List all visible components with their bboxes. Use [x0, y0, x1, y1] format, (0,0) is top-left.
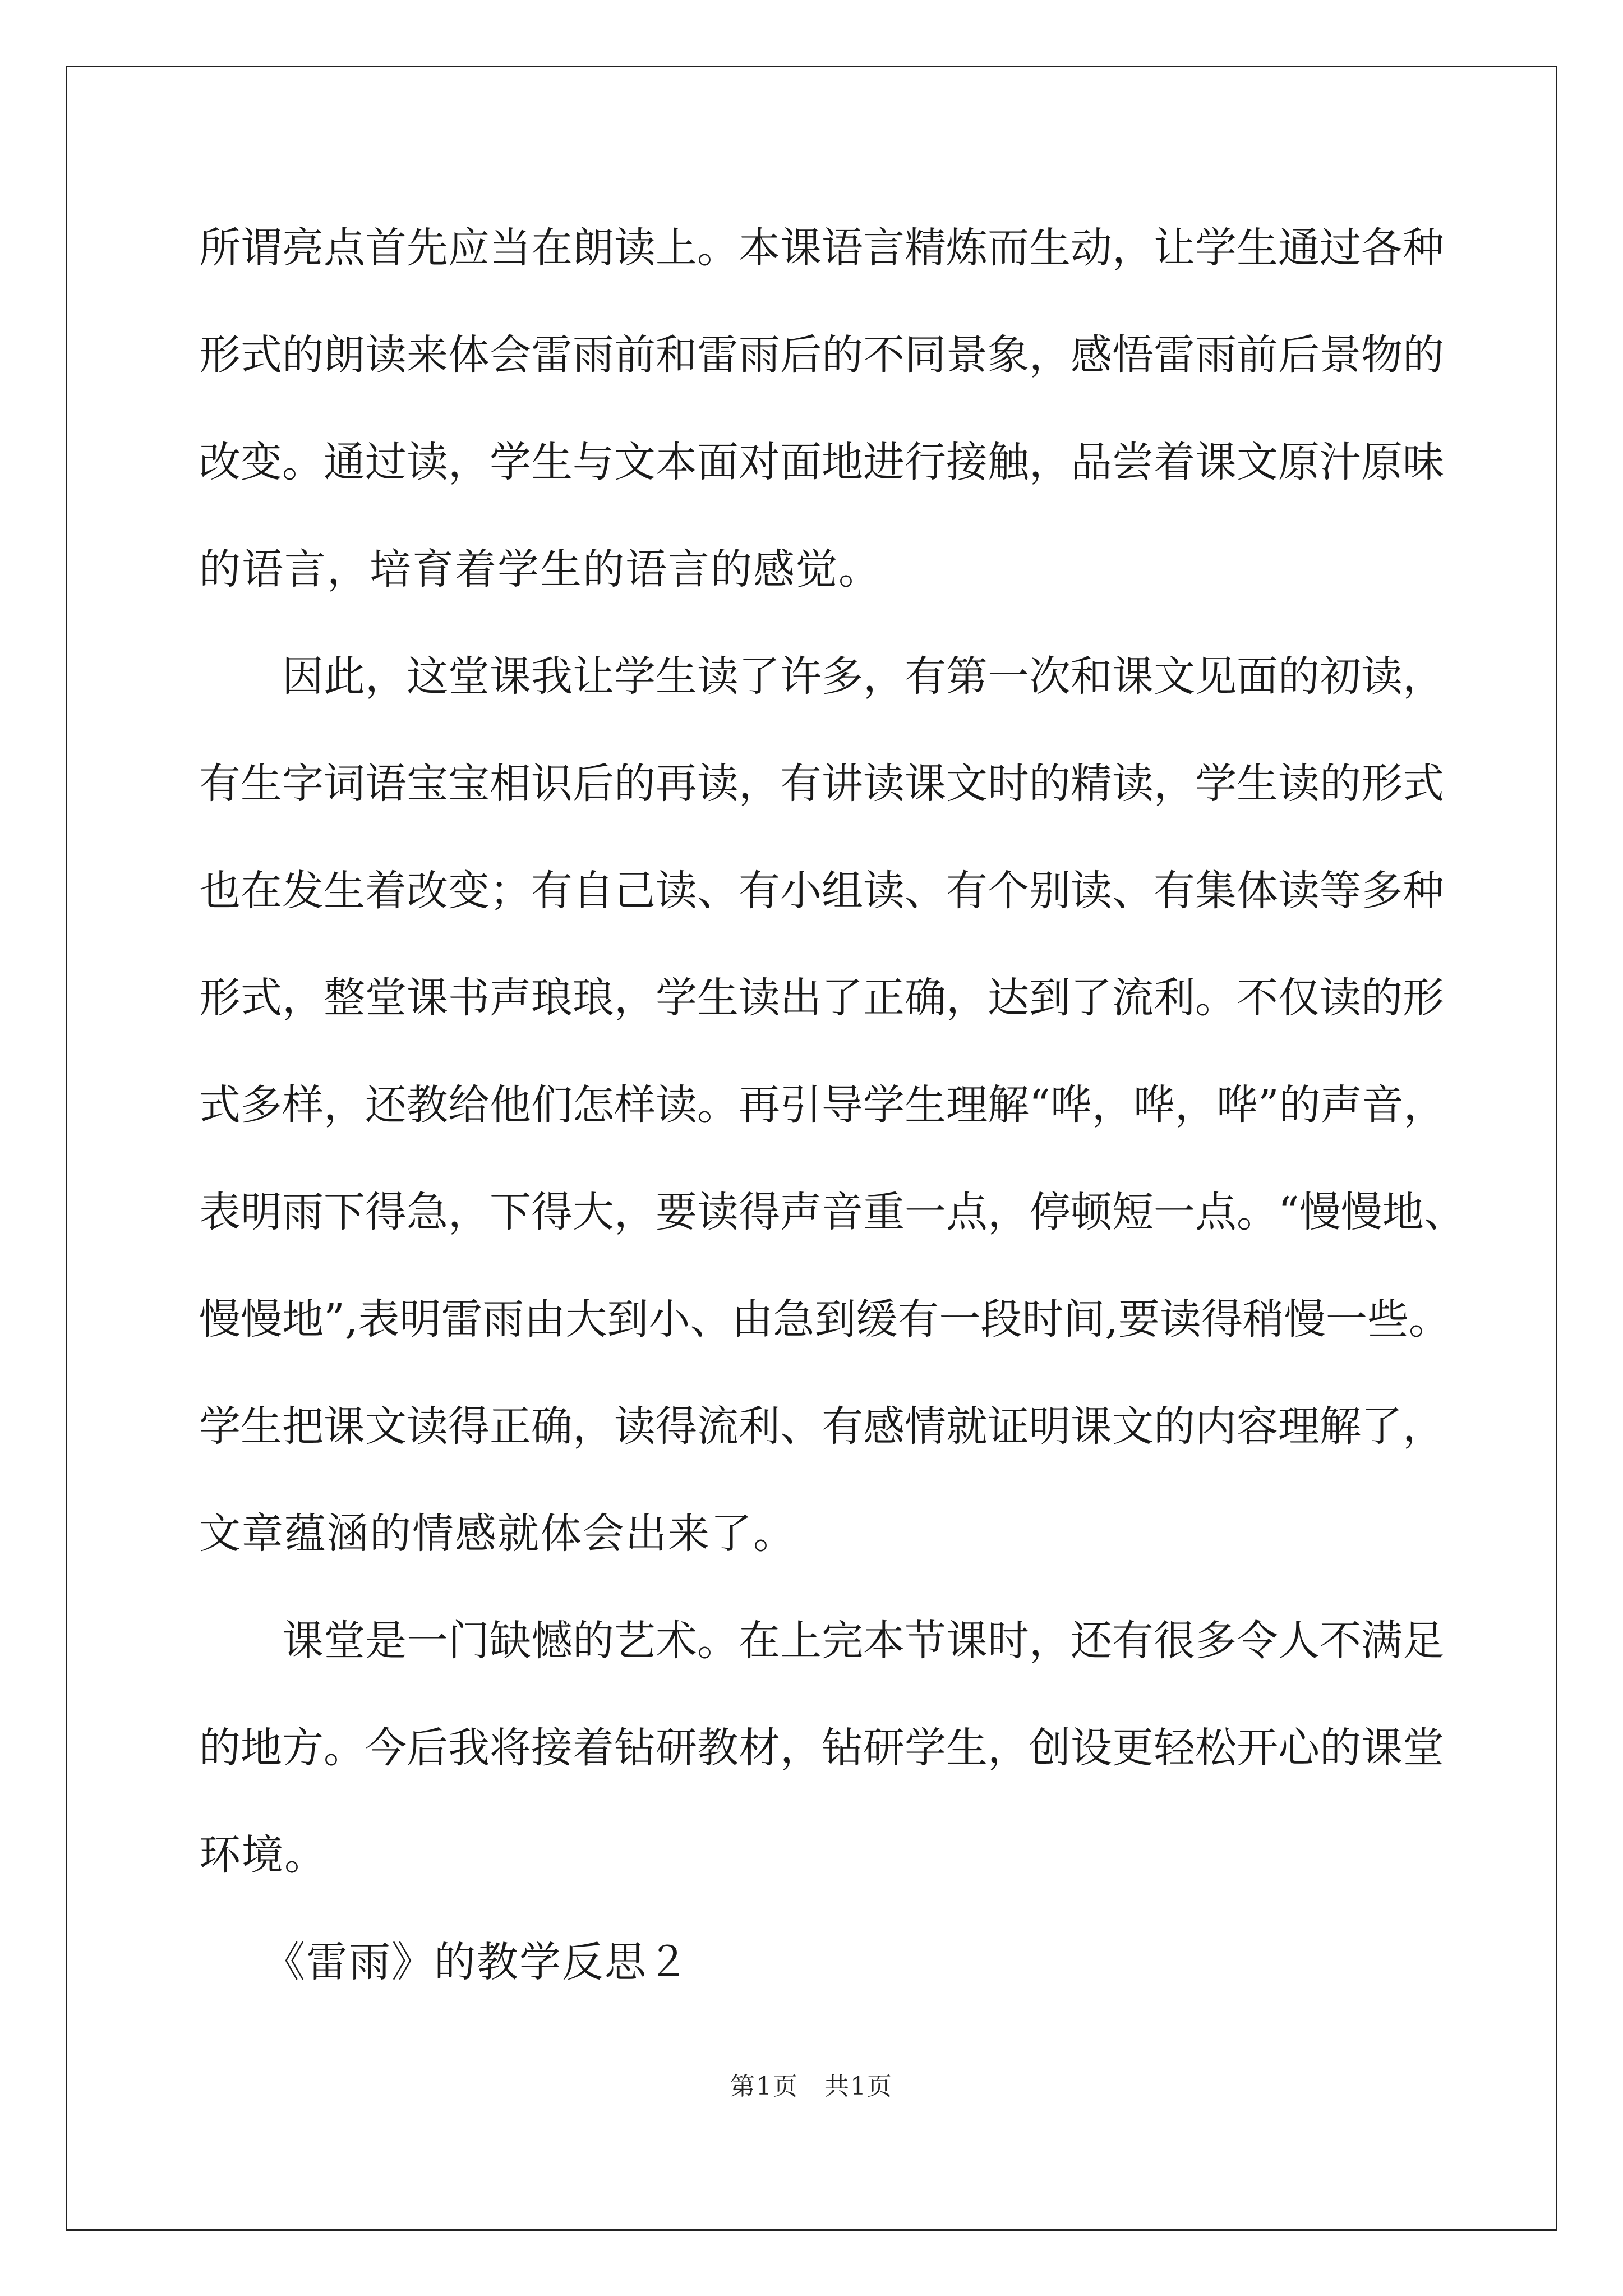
text-line: 慢慢地”,表明雷雨由大到小、由急到缓有一段时间,要读得稍慢一些。	[199, 1295, 1450, 1343]
text-line: 的语言，培育着学生的语言的感觉。	[199, 545, 881, 593]
page-border	[66, 66, 1557, 2231]
text-line: 环境。	[199, 1831, 327, 1879]
text-line: 表明雨下得急，下得大，要读得声音重一点，停顿短一点。“慢慢地、	[199, 1188, 1465, 1236]
section-heading: 《雷雨》的教学反思２	[199, 1938, 690, 1986]
page-number-footer: 第1页 共1页	[730, 2072, 893, 2101]
text-line: 有生字词语宝宝相识后的再读，有讲读课文时的精读，学生读的形式	[199, 760, 1444, 808]
text-line: 课堂是一门缺憾的艺术。在上完本节课时，还有很多令人不满足	[199, 1617, 1444, 1665]
text-line: 文章蕴涵的情感就体会出来了。	[199, 1510, 796, 1558]
text-line: 所谓亮点首先应当在朗读上。本课语言精炼而生动，让学生通过各种	[199, 224, 1444, 272]
text-line: 因此，这堂课我让学生读了许多，有第一次和课文见面的初读，	[199, 652, 1444, 701]
text-line: 学生把课文读得正确，读得流利、有感情就证明课文的内容理解了，	[199, 1402, 1444, 1451]
text-line: 的地方。今后我将接着钻研教材，钻研学生，创设更轻松开心的课堂	[199, 1724, 1444, 1772]
text-line: 形式，整堂课书声琅琅，学生读出了正确，达到了流利。不仅读的形	[199, 974, 1444, 1022]
text-line: 式多样，还教给他们怎样读。再引导学生理解“哗，哗，哗”的声音，	[199, 1081, 1445, 1129]
text-line: 也在发生着改变；有自己读、有小组读、有个别读、有集体读等多种	[199, 867, 1444, 915]
text-line: 改变。通过读，学生与文本面对面地进行接触，品尝着课文原汁原味	[199, 438, 1444, 486]
text-line: 形式的朗读来体会雷雨前和雷雨后的不同景象，感悟雷雨前后景物的	[199, 331, 1444, 379]
